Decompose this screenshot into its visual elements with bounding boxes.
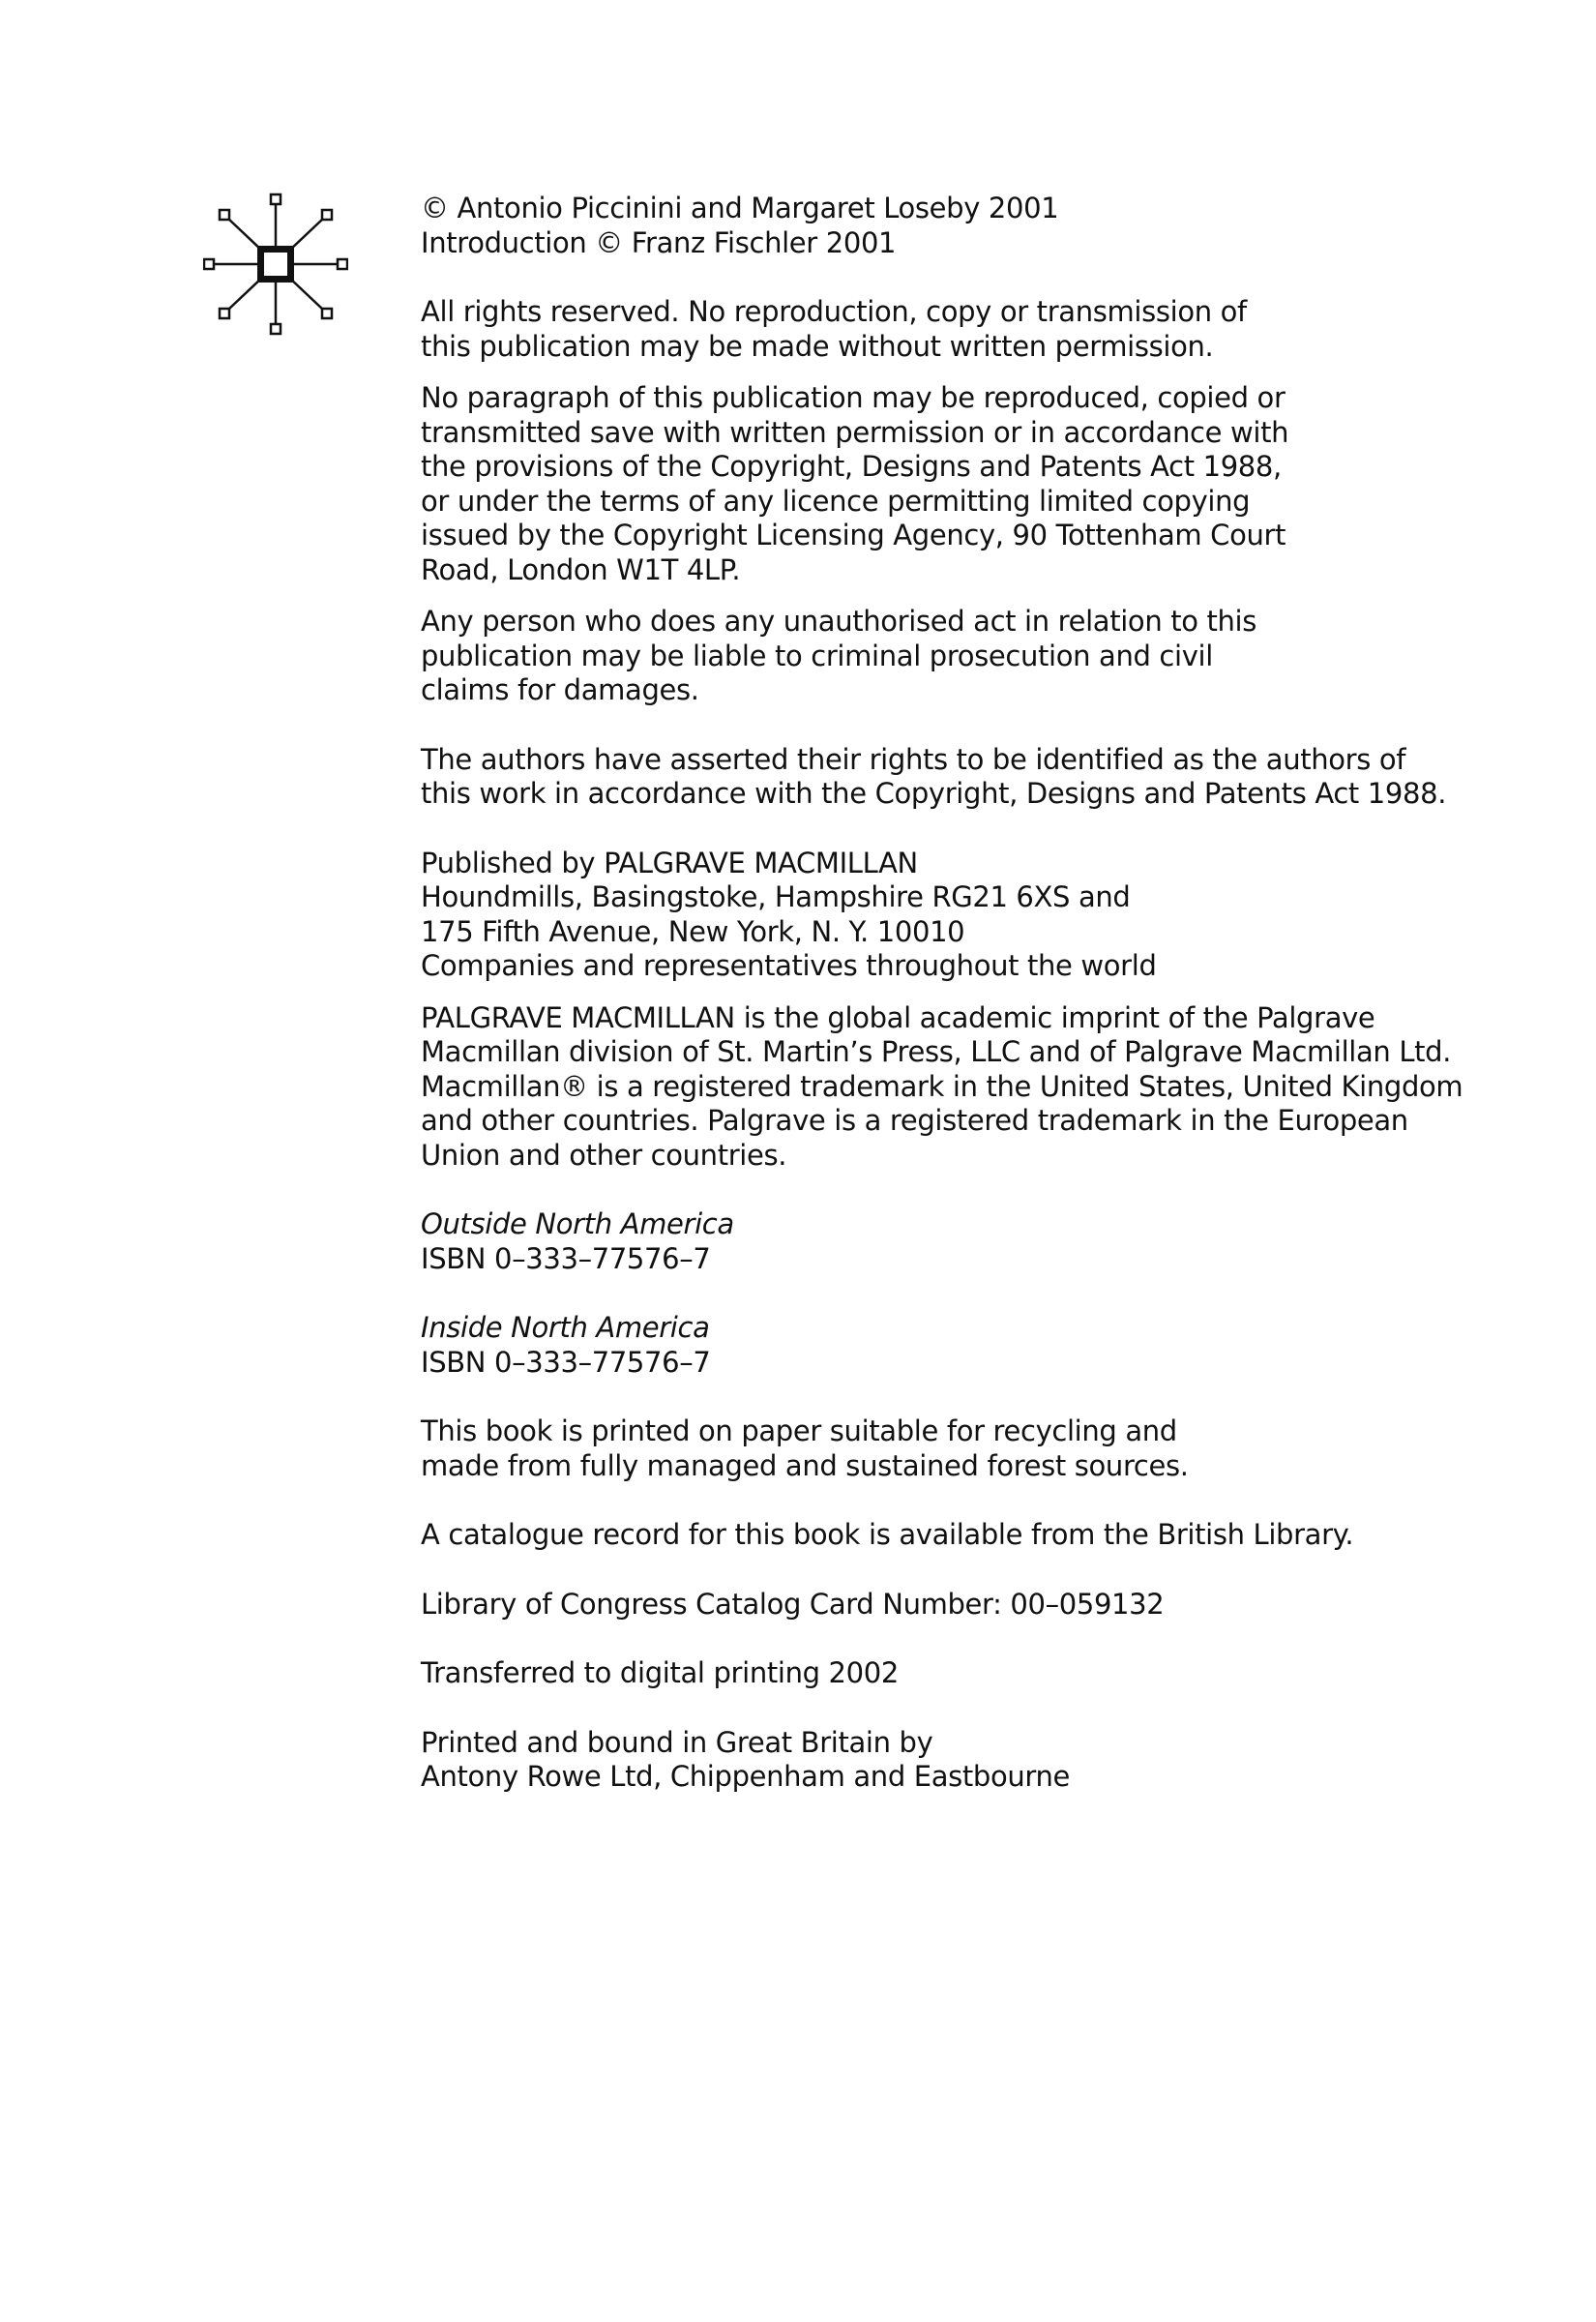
text-line: and other countries. Palgrave is a registered trademark in the European xyxy=(421,1104,1408,1137)
text-line: Macmillan division of St. Martin’s Press, LLC and of Palgrave Macmillan Ltd. xyxy=(421,1035,1452,1068)
text-line: Library of Congress Catalog Card Number: 00–059132 xyxy=(421,1587,1165,1621)
printed-note xyxy=(421,1726,1446,1795)
text-line: this publication may be made without written permission. xyxy=(421,329,1214,363)
text-line: this work in accordance with the Copyright, Designs and Patents Act 1988. xyxy=(421,777,1447,810)
text-line: Companies and representatives throughout the world xyxy=(421,949,1157,982)
text-line: This book is printed on paper suitable for recycling and xyxy=(421,1414,1177,1447)
text-line: Antony Rowe Ltd, Chippenham and Eastbourne xyxy=(421,1760,1070,1793)
publisher-emblem-icon xyxy=(203,192,348,337)
text-line: transmitted save with written permission or in accordance with xyxy=(421,415,1289,449)
text-line: Published by PALGRAVE MACMILLAN xyxy=(421,846,918,879)
isbn-inside xyxy=(421,1311,1446,1380)
text-line: Any person who does any unauthorised act in relation to this xyxy=(421,605,1257,638)
text-line: Macmillan® is a registered trademark in the United States, United Kingdom xyxy=(421,1069,1463,1103)
text-line: made from fully managed and sustained forest sources. xyxy=(421,1448,1189,1482)
paper-note xyxy=(421,1414,1446,1483)
rights-asserted xyxy=(421,743,1446,812)
text-line: 175 Fifth Avenue, New York, N. Y. 10010 xyxy=(421,914,965,948)
text-line: or under the terms of any licence permitting limited copying xyxy=(421,484,1251,518)
digital-note xyxy=(421,1656,1446,1691)
copyright-page-body xyxy=(421,192,1463,1795)
text-line: Houndmills, Basingstoke, Hampshire RG21 6XS and xyxy=(421,880,1131,913)
text-line: Transferred to digital printing 2002 xyxy=(421,1656,899,1689)
text-line: claims for damages. xyxy=(421,673,699,706)
loc-note xyxy=(421,1588,1446,1622)
copyright-introduction: Introduction © Franz Fischler 2001 xyxy=(421,225,897,259)
isbn-inside-label: Inside North America xyxy=(421,1311,710,1344)
rights-paragraph xyxy=(421,381,1446,587)
copyright-authors: © Antonio Piccinini and Margaret Loseby 2001 xyxy=(421,192,1059,224)
text-line: publication may be liable to criminal prosecution and civil xyxy=(421,639,1213,672)
text-line: Union and other countries. xyxy=(421,1138,787,1172)
text-line: All rights reserved. No reproduction, copy or transmission of xyxy=(421,295,1247,328)
copyright-block xyxy=(421,192,1446,260)
catalogue-note xyxy=(421,1518,1446,1553)
text-line: A catalogue record for this book is available from the British Library. xyxy=(421,1518,1354,1551)
isbn-outside-number: ISBN 0–333–77576–7 xyxy=(421,1241,711,1275)
text-line: the provisions of the Copyright, Designs and Patents Act 1988, xyxy=(421,450,1282,483)
text-line: No paragraph of this publication may be reproduced, copied or xyxy=(421,381,1286,414)
text-line: issued by the Copyright Licensing Agency, 90 Tottenham Court xyxy=(421,519,1286,551)
text-line: Road, London W1T 4LP. xyxy=(421,552,741,586)
text-line: PALGRAVE MACMILLAN is the global academic imprint of the Palgrave xyxy=(421,1000,1375,1034)
rights-unauthorised xyxy=(421,605,1446,708)
publisher-address xyxy=(421,847,1446,984)
rights-reserved xyxy=(421,295,1446,364)
text-line: Printed and bound in Great Britain by xyxy=(421,1725,933,1759)
text-line: The authors have asserted their rights to be identified as the authors of xyxy=(421,742,1406,776)
isbn-outside xyxy=(421,1207,1446,1276)
publisher-imprint xyxy=(421,1000,1463,1174)
isbn-outside-label: Outside North America xyxy=(421,1207,734,1240)
isbn-inside-number: ISBN 0–333–77576–7 xyxy=(421,1345,711,1379)
